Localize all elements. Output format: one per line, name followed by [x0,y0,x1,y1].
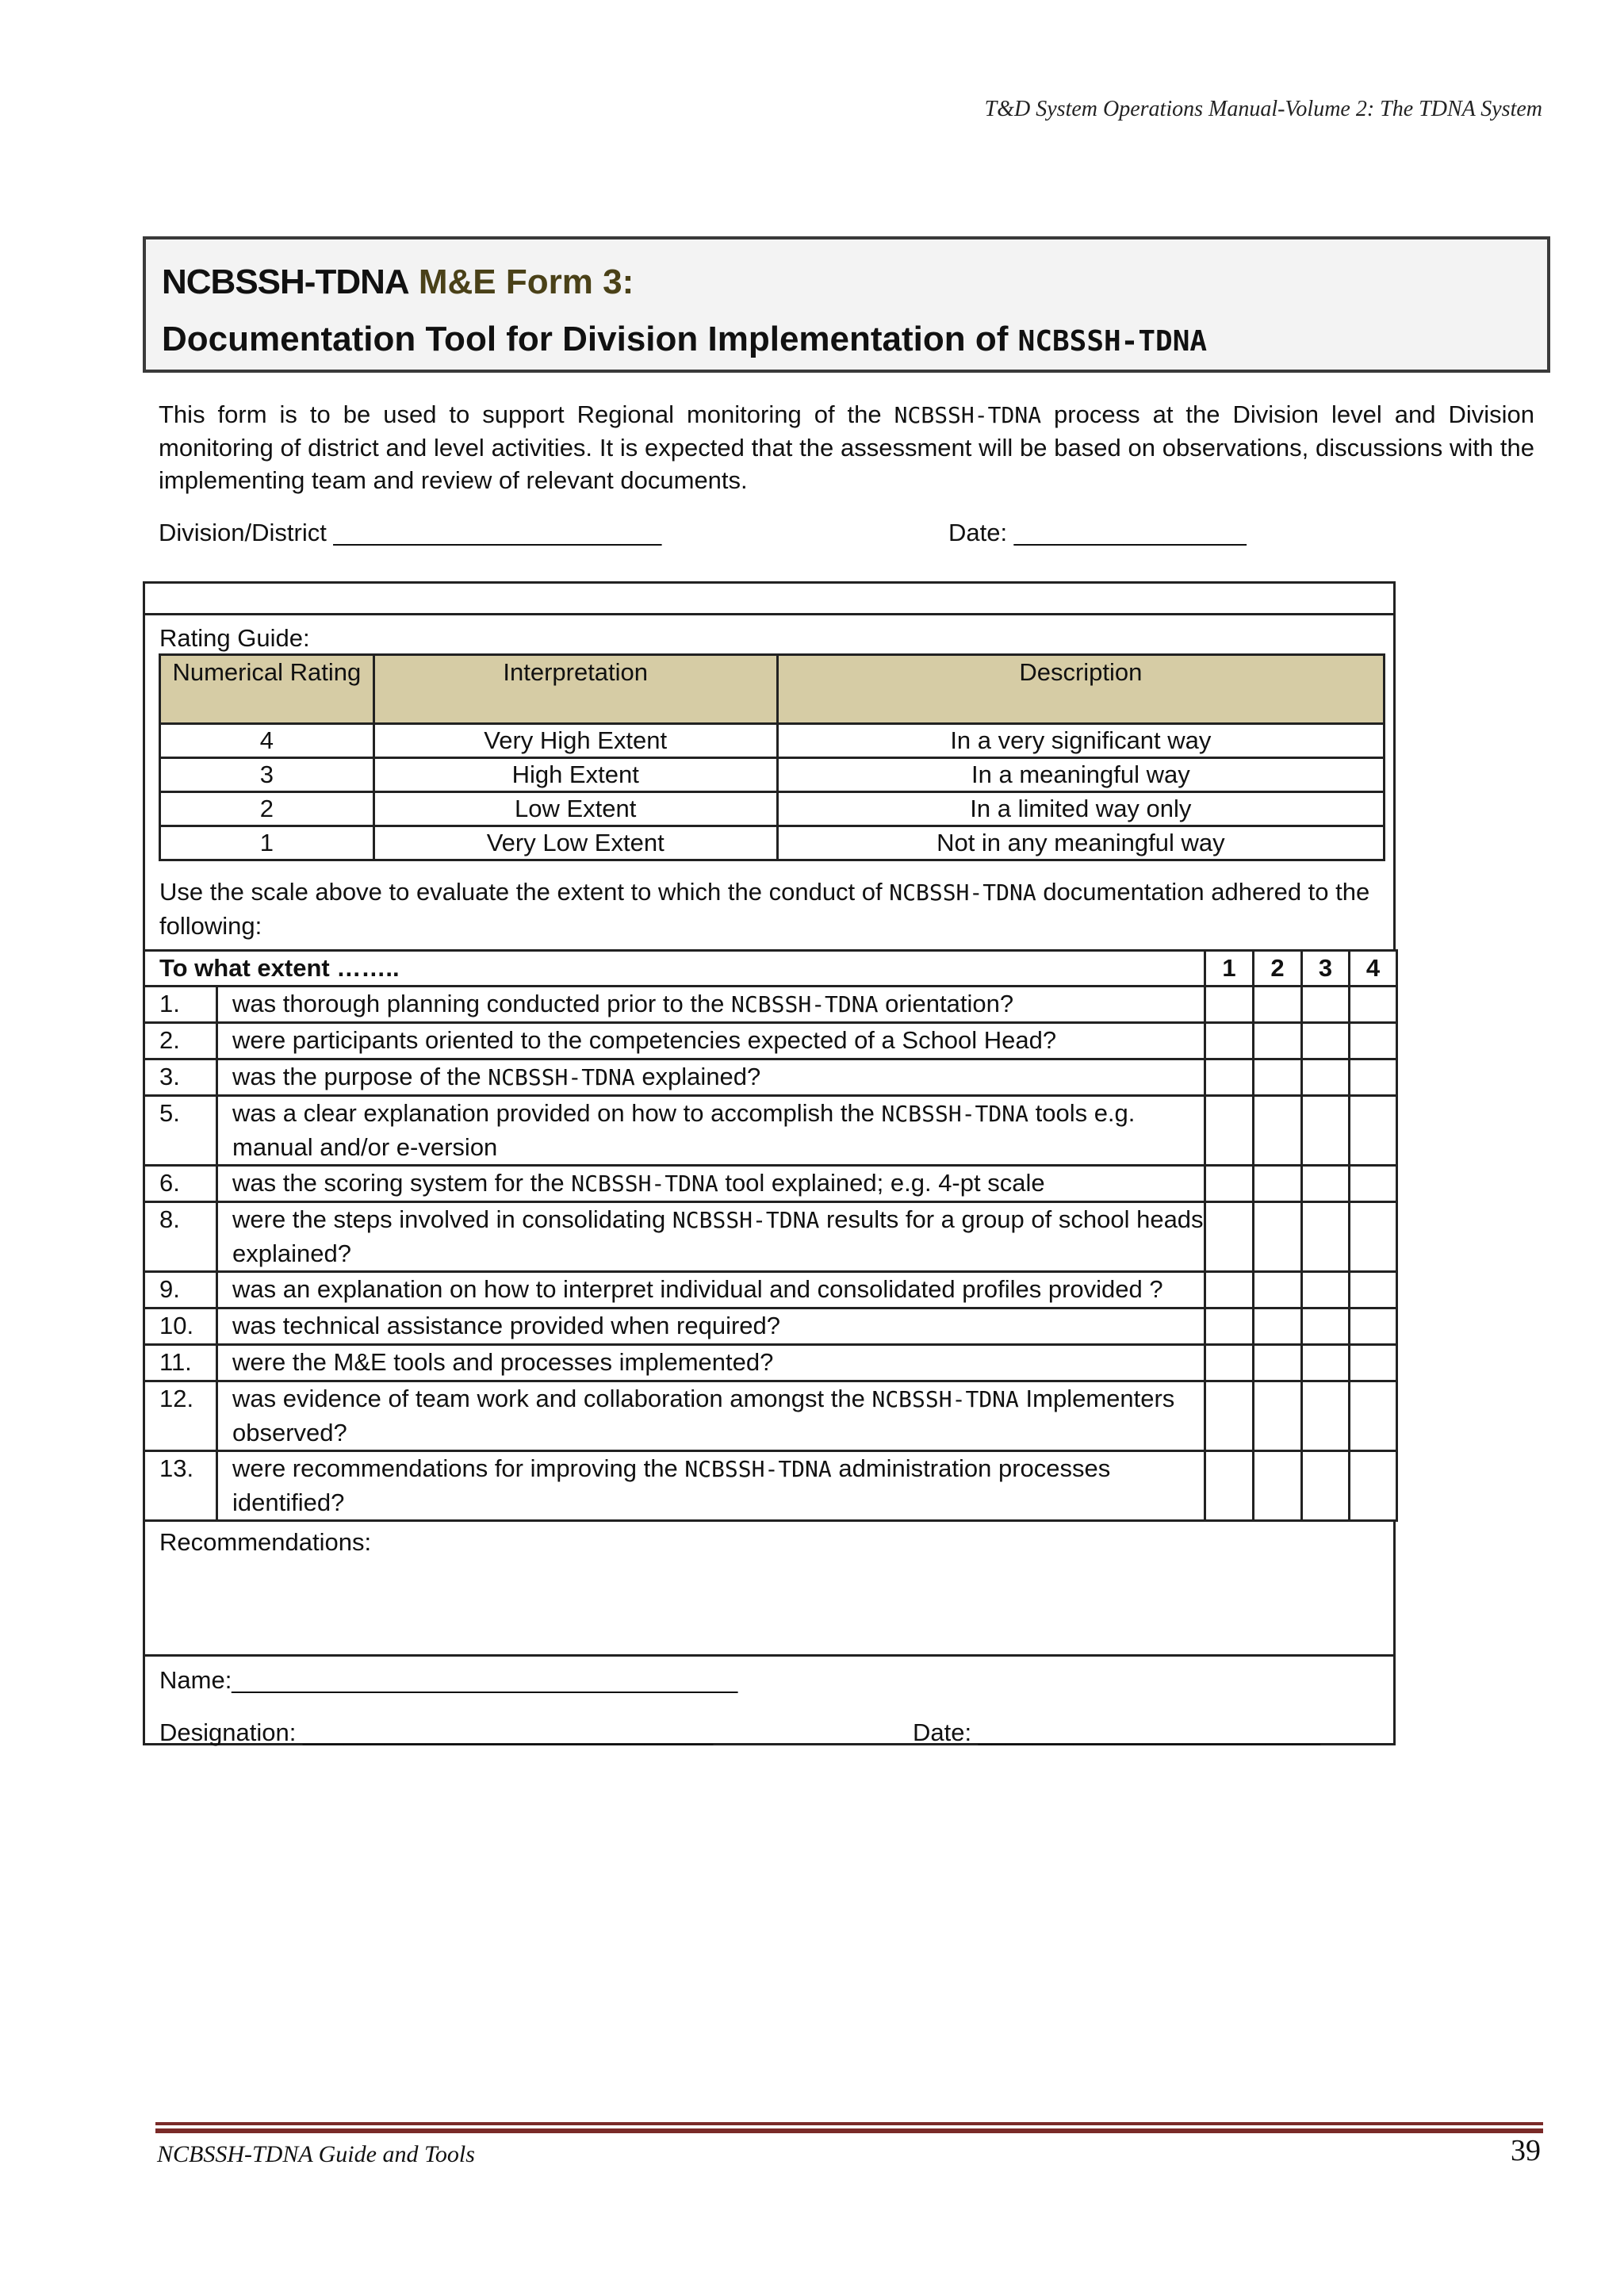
question-row [144,1308,1397,1345]
rating-header: Interpretation [373,655,777,724]
question-text-post: tool explained; e.g. 4-pt scale [718,1169,1045,1197]
rating-checkbox[interactable] [1205,1381,1254,1451]
rating-checkbox[interactable] [1205,1202,1254,1272]
question-row [144,1023,1397,1059]
question-text-pre: were recommendations for improving the [232,1454,685,1482]
rating-cell: In a very significant way [777,724,1384,758]
rating-checkbox[interactable] [1302,1166,1350,1202]
rating-checkbox[interactable] [1350,1308,1397,1345]
question-text-code: NCBSSH-TDNA [881,1101,1028,1127]
questions-table [143,949,1398,1522]
scale-header: 2 [1254,951,1302,987]
question-text [217,1166,1205,1202]
intro-paragraph [159,398,1534,496]
question-text-code: NCBSSH-TDNA [871,1386,1019,1412]
rating-checkbox[interactable] [1254,1451,1302,1521]
form-title-line1 [162,260,1531,305]
rating-checkbox[interactable] [1254,1345,1302,1381]
rating-checkbox[interactable] [1254,1202,1302,1272]
table-top-strip [143,581,1396,613]
question-number: 8. [144,1202,217,1272]
rating-checkbox[interactable] [1205,1308,1254,1345]
rating-row [160,724,1385,758]
rating-checkbox[interactable] [1350,1345,1397,1381]
question-number: 11. [144,1345,217,1381]
question-text-code: NCBSSH-TDNA [731,991,879,1017]
intro-code: NCBSSH-TDNA [894,402,1042,428]
scale-header: 3 [1302,951,1350,987]
rating-header-row [160,655,1385,724]
question-row [144,1272,1397,1308]
rating-cell: In a limited way only [777,792,1384,826]
question-number: 2. [144,1023,217,1059]
question-text-pre: was the scoring system for the [232,1169,572,1197]
rating-checkbox[interactable] [1205,987,1254,1023]
question-row [144,1345,1397,1381]
question-text-pre: were the M&E tools and processes implemented? [232,1348,774,1376]
question-text [217,1381,1205,1451]
rating-checkbox[interactable] [1205,1059,1254,1096]
question-row [144,1451,1397,1521]
question-text-post: Implementers observed? [232,1385,1175,1446]
rating-checkbox[interactable] [1205,1096,1254,1166]
question-text-pre: was a clear explanation provided on how to accomplish the [232,1099,882,1127]
rating-checkbox[interactable] [1254,1381,1302,1451]
rating-checkbox[interactable] [1350,1451,1397,1521]
rating-cell: High Extent [373,758,777,792]
signature-block [143,1657,1396,1745]
rating-checkbox[interactable] [1302,1023,1350,1059]
rating-checkbox[interactable] [1254,987,1302,1023]
rating-checkbox[interactable] [1205,1451,1254,1521]
rating-checkbox[interactable] [1205,1272,1254,1308]
question-text-pre: were the steps involved in consolidating [232,1205,672,1233]
rating-cell: In a meaningful way [777,758,1384,792]
header-fields [159,517,1534,549]
rating-header: Description [777,655,1384,724]
question-row [144,1059,1397,1096]
title-form-number: M&E Form 3: [408,262,634,301]
rating-checkbox[interactable] [1350,1059,1397,1096]
question-number: 3. [144,1059,217,1096]
rating-checkbox[interactable] [1254,1166,1302,1202]
recommendations-label: Recommendations: [159,1528,372,1556]
rating-checkbox[interactable] [1302,1345,1350,1381]
footer-rule [155,2122,1543,2133]
title-code-2: NCBSSH-TDNA [1017,325,1208,358]
rating-checkbox[interactable] [1254,1272,1302,1308]
documentation-table [143,581,1396,1745]
question-row [144,1381,1397,1451]
rating-header: Numerical Rating [160,655,374,724]
rating-checkbox[interactable] [1350,1202,1397,1272]
rating-guide-table [159,653,1385,861]
rating-checkbox[interactable] [1350,1023,1397,1059]
question-text-pre: was technical assistance provided when required? [232,1312,781,1339]
scale-header: 4 [1350,951,1397,987]
question-text-pre: was thorough planning conducted prior to the [232,990,732,1017]
date-field[interactable]: Date: _________________ [948,519,1247,546]
scale-instructions [159,875,1381,943]
question-text [217,1202,1205,1272]
title-code: NCBSSH-TDNA [162,262,409,301]
rating-checkbox[interactable] [1350,1166,1397,1202]
question-row [144,987,1397,1023]
rating-row [160,758,1385,792]
question-number: 12. [144,1381,217,1451]
question-text-pre: were participants oriented to the competencies expected of a School Head? [232,1026,1057,1054]
question-text-code: NCBSSH-TDNA [571,1170,718,1197]
question-text-post: explained? [634,1063,761,1090]
recommendations-block[interactable] [143,1522,1396,1657]
signature-row-2 [159,1717,1379,1749]
rating-cell: 2 [160,792,374,826]
question-text-post: results for a group of school heads explained? [232,1205,1204,1267]
scale-text-2: documentation adhered to the following: [159,878,1370,940]
rating-cell: Low Extent [373,792,777,826]
page-number: 39 [1511,2134,1541,2167]
question-text-pre: was the purpose of the [232,1063,488,1090]
rating-checkbox[interactable] [1302,987,1350,1023]
rating-cell: 1 [160,826,374,860]
question-text-code: NCBSSH-TDNA [488,1064,635,1090]
rating-checkbox[interactable] [1350,1096,1397,1166]
questions-header: To what extent …….. [144,951,1205,987]
rating-checkbox[interactable] [1350,987,1397,1023]
rating-checkbox[interactable] [1350,1272,1397,1308]
form-title-box [143,236,1550,373]
rating-checkbox[interactable] [1254,1059,1302,1096]
questions-header-row [144,951,1397,987]
rating-checkbox[interactable] [1302,1451,1350,1521]
intro-text-1: This form is to be used to support Regional monitoring of the [159,400,894,428]
rating-checkbox[interactable] [1302,1381,1350,1451]
rating-checkbox[interactable] [1205,1023,1254,1059]
rating-checkbox[interactable] [1254,1308,1302,1345]
rating-checkbox[interactable] [1302,1096,1350,1166]
rating-checkbox[interactable] [1302,1272,1350,1308]
rating-guide-label: Rating Guide: [159,624,310,652]
running-header: T&D System Operations Manual-Volume 2: The TDNA System [984,97,1542,121]
question-number: 1. [144,987,217,1023]
rating-cell: Very Low Extent [373,826,777,860]
rating-checkbox[interactable] [1205,1345,1254,1381]
question-number: 5. [144,1096,217,1166]
question-number: 6. [144,1166,217,1202]
rating-checkbox[interactable] [1302,1059,1350,1096]
question-text [217,1023,1205,1059]
rating-cell: Very High Extent [373,724,777,758]
question-number: 9. [144,1272,217,1308]
question-text-post: administration processes identified? [232,1454,1111,1516]
division-field[interactable]: Division/District ________________________ [159,519,662,546]
name-field[interactable]: Name:_____________________________________ [159,1666,738,1694]
designation-field[interactable]: Designation: ______________________________ [159,1718,714,1746]
question-row [144,1202,1397,1272]
question-number: 13. [144,1451,217,1521]
rating-checkbox[interactable] [1350,1381,1397,1451]
rating-checkbox[interactable] [1205,1166,1254,1202]
form-title-line2 [162,317,1531,364]
question-text-post: orientation? [878,990,1014,1017]
intro-text-2: process at the Division level and Division monitoring of district and level activities. It is expected that the assessment will be based on observations, discussions with the implementing team and review of relevant documents. [159,400,1534,494]
question-row [144,1166,1397,1202]
question-text-code: NCBSSH-TDNA [672,1207,820,1233]
question-text-pre: was an explanation on how to interpret individual and consolidated profiles provided ? [232,1275,1163,1303]
question-number: 10. [144,1308,217,1345]
question-text [217,1451,1205,1521]
rating-cell: 3 [160,758,374,792]
rating-checkbox[interactable] [1254,1023,1302,1059]
scale-code: NCBSSH-TDNA [889,879,1036,906]
question-text [217,987,1205,1023]
question-text-code: NCBSSH-TDNA [684,1456,832,1482]
question-text [217,1059,1205,1096]
rating-row [160,826,1385,860]
rating-cell: Not in any meaningful way [777,826,1384,860]
question-text [217,1096,1205,1166]
rating-checkbox[interactable] [1254,1096,1302,1166]
question-text [217,1272,1205,1308]
rating-cell: 4 [160,724,374,758]
question-text [217,1308,1205,1345]
scale-header: 1 [1205,951,1254,987]
rating-checkbox[interactable] [1302,1202,1350,1272]
rating-guide-block [143,613,1396,949]
question-text-post: tools e.g. manual and/or e-version [232,1099,1136,1161]
rating-checkbox[interactable] [1302,1308,1350,1345]
question-text-pre: was evidence of team work and collaboration amongst the [232,1385,872,1412]
footer-title: NCBSSH-TDNA Guide and Tools [157,2141,475,2167]
signature-date-field[interactable]: Date: _________________________ [913,1718,1320,1746]
title-text: Documentation Tool for Division Implementation of [162,320,1018,358]
question-text [217,1345,1205,1381]
scale-text-1: Use the scale above to evaluate the extent to which the conduct of [159,878,890,906]
question-row [144,1096,1397,1166]
rating-row [160,792,1385,826]
